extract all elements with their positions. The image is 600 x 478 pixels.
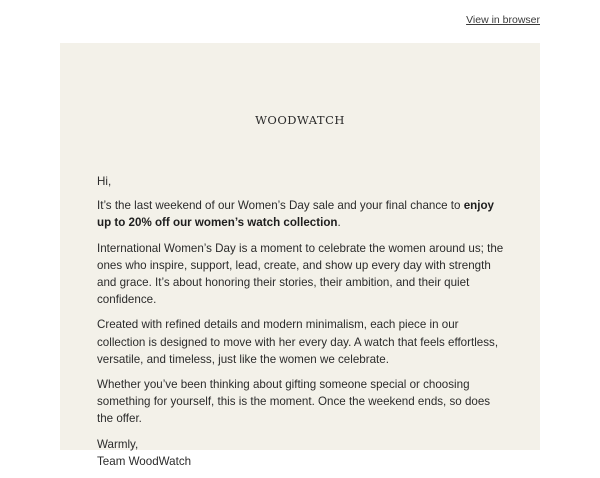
intro-period: .	[337, 216, 341, 230]
signoff-line-2: Team WoodWatch	[97, 454, 192, 468]
intro-text: It’s the last weekend of our Women’s Day sale and your final chance to	[97, 199, 464, 213]
signoff-line-1: Warmly,	[97, 437, 139, 451]
womens-day-paragraph: International Women’s Day is a moment to celebrate the women around us; the ones who inspire, support, lead, create, and show up every day with strength and grace. It’s about honoring their stories, their ambition, and their quiet confidence.	[97, 241, 504, 307]
email-body	[97, 173, 507, 478]
offer-highlight: enjoy up to 20% off our women’s watch collection	[97, 199, 494, 230]
brand-logo: WOODWATCH	[255, 113, 345, 127]
signoff	[97, 436, 507, 470]
gifting-paragraph: Whether you’ve been thinking about gifting someone special or choosing something for yourself, this is the moment. Once the weekend ends, so does the offer.	[97, 378, 491, 426]
collection-paragraph: Created with refined details and modern minimalism, each piece in our collection is designed to move with her every day. A watch that feels effortless, versatile, and timeless, just like the women we celebrate.	[97, 318, 499, 366]
intro-paragraph	[97, 197, 507, 231]
view-in-browser-link[interactable]: View in browser	[466, 14, 540, 26]
email-card	[60, 43, 540, 468]
top-bar	[0, 0, 600, 43]
greeting-text: Hi,	[97, 175, 112, 188]
